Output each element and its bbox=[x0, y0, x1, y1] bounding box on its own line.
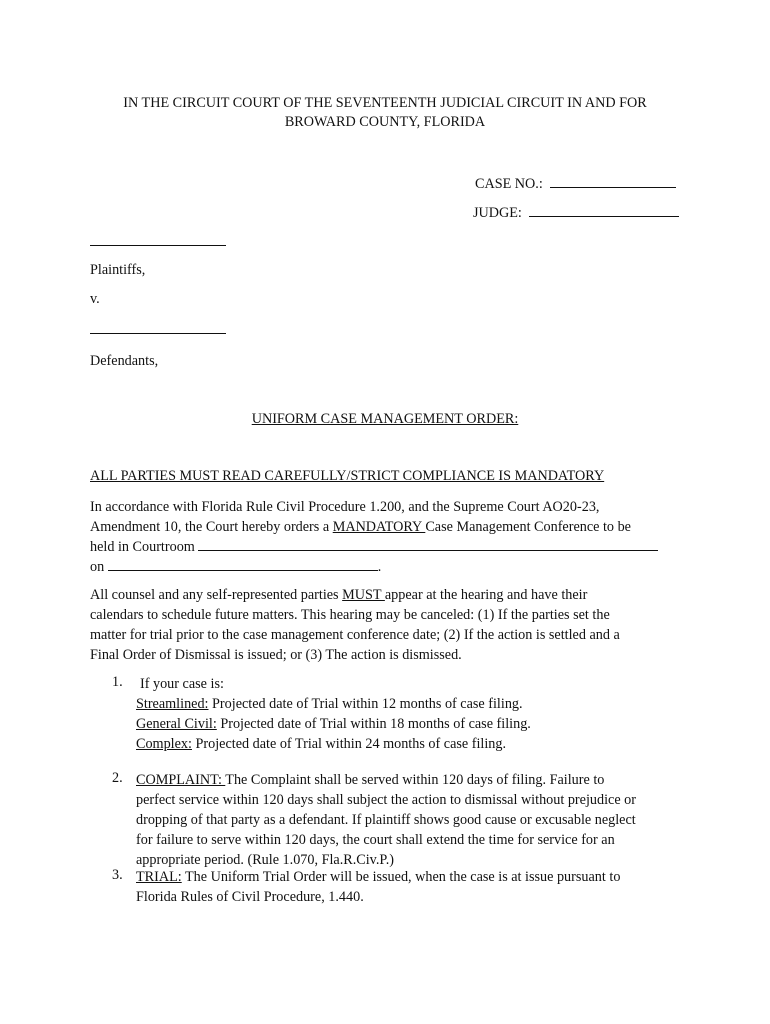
list-item-3-body bbox=[136, 867, 676, 907]
general-civil-text: Projected date of Trial within 18 months of case filing. bbox=[216, 716, 531, 732]
date-period: . bbox=[377, 559, 382, 575]
versus-label: v. bbox=[90, 291, 100, 307]
trial-line1 bbox=[136, 867, 676, 887]
list-item-1-number: 1. bbox=[112, 674, 123, 690]
complaint-line1 bbox=[136, 770, 676, 790]
general-civil-label: General Civil: bbox=[136, 716, 217, 732]
list-item-3-number: 3. bbox=[112, 867, 123, 883]
general-civil-line bbox=[136, 714, 676, 734]
list-item-2-number: 2. bbox=[112, 770, 123, 786]
appearance-line3: matter for trial prior to the case management conference date; (2) If the action is settled and a bbox=[90, 627, 620, 643]
complaint-text1: The Complaint shall be served within 120 days of filing. Failure to bbox=[225, 772, 605, 788]
courtroom-label: held in Courtroom bbox=[90, 539, 195, 555]
streamlined-text: Projected date of Trial within 12 months of case filing. bbox=[208, 696, 523, 712]
case-number-blank bbox=[550, 174, 676, 188]
complaint-line5: appropriate period. (Rule 1.070, Fla.R.Civ.P.) bbox=[136, 852, 394, 868]
complex-label: Complex: bbox=[136, 736, 192, 752]
conference-line1: In accordance with Florida Rule Civil Procedure 1.200, and the Supreme Court AO20-23, bbox=[90, 499, 600, 515]
case-number-field bbox=[475, 174, 676, 193]
must-word: MUST bbox=[342, 587, 385, 603]
mandatory-notice-text: ALL PARTIES MUST READ CAREFULLY/STRICT COMPLIANCE IS MANDATORY bbox=[90, 468, 605, 484]
mandatory-word: MANDATORY bbox=[332, 519, 426, 535]
trial-line2: Florida Rules of Civil Procedure, 1.440. bbox=[136, 889, 364, 905]
complaint-line4: for failure to serve within 120 days, the court shall extend the time for service for an bbox=[136, 832, 615, 848]
trial-text1: The Uniform Trial Order will be issued, when the case is at issue pursuant to bbox=[181, 869, 621, 885]
list-item-2-body bbox=[136, 770, 676, 870]
judge-label: JUDGE: bbox=[473, 205, 522, 221]
case-number-label: CASE NO.: bbox=[475, 176, 543, 192]
trial-label: TRIAL: bbox=[136, 869, 182, 885]
list-item-1-categories bbox=[136, 694, 676, 754]
conference-line2-start: Amendment 10, the Court hereby orders a bbox=[90, 519, 333, 535]
list-item-1-intro: If your case is: bbox=[140, 676, 224, 692]
complaint-line3: dropping of that party as a defendant. If plaintiff shows good cause or excusable neglect bbox=[136, 812, 636, 828]
defendant-name-blank-wrap bbox=[90, 320, 226, 339]
complex-line bbox=[136, 734, 676, 754]
plaintiff-name-blank-wrap bbox=[90, 232, 226, 251]
conference-line2-end: Case Management Conference to be bbox=[425, 519, 631, 535]
mandatory-notice bbox=[90, 468, 604, 485]
complaint-label: COMPLAINT: bbox=[136, 772, 226, 788]
streamlined-line bbox=[136, 694, 676, 714]
courtroom-line bbox=[90, 537, 680, 557]
courtroom-blank bbox=[198, 537, 658, 551]
conference-paragraph bbox=[90, 497, 680, 577]
defendants-label: Defendants, bbox=[90, 353, 159, 369]
date-line bbox=[90, 557, 680, 577]
plaintiff-name-blank bbox=[90, 232, 226, 246]
plaintiffs-label: Plaintiffs, bbox=[90, 262, 146, 278]
date-on-label: on bbox=[90, 559, 105, 575]
streamlined-label: Streamlined: bbox=[136, 696, 209, 712]
date-blank bbox=[108, 557, 378, 571]
conference-line2 bbox=[90, 517, 680, 537]
complaint-line2: perfect service within 120 days shall subject the action to dismissal without prejudice or bbox=[136, 792, 636, 808]
defendant-name-blank bbox=[90, 320, 226, 334]
order-title bbox=[0, 411, 770, 428]
court-heading-line1: IN THE CIRCUIT COURT OF THE SEVENTEENTH JUDICIAL CIRCUIT IN AND FOR bbox=[123, 95, 647, 111]
complex-text: Projected date of Trial within 24 months of case filing. bbox=[191, 736, 507, 752]
appearance-line4: Final Order of Dismissal is issued; or (3) The action is dismissed. bbox=[90, 647, 462, 663]
judge-field bbox=[473, 203, 679, 222]
appearance-line1-start: All counsel and any self-represented parties bbox=[90, 587, 343, 603]
appearance-line2: calendars to schedule future matters. This hearing may be canceled: (1) If the parties set the bbox=[90, 607, 610, 623]
appearance-line1 bbox=[90, 585, 680, 605]
court-heading-line2: BROWARD COUNTY, FLORIDA bbox=[284, 114, 486, 130]
appearance-line1-end: appear at the hearing and have their bbox=[384, 587, 588, 603]
judge-blank bbox=[529, 203, 679, 217]
appearance-paragraph bbox=[90, 585, 680, 665]
order-title-text: UNIFORM CASE MANAGEMENT ORDER: bbox=[251, 411, 519, 427]
